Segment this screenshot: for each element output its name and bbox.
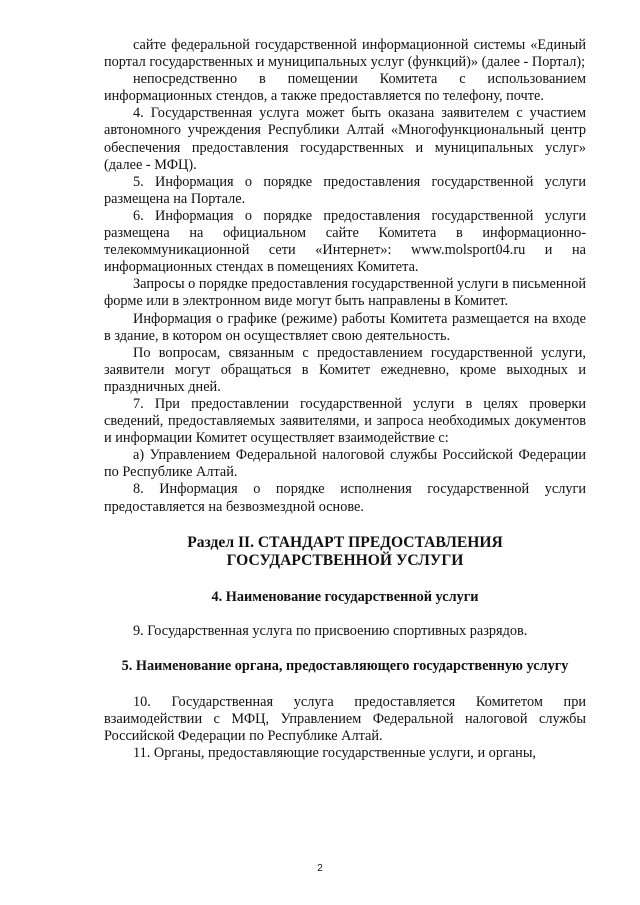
paragraph-7: 7. При предоставлении государственной услуги в целях проверки сведений, предоставляемых заявителями, и запроса необходимых документов и информации Комитет осуществляет взаимодействие с:: [104, 395, 586, 447]
paragraph-5: 5. Информация о порядке предоставления государственной услуги размещена на Портале.: [104, 173, 586, 207]
paragraph-11: 11. Органы, предоставляющие государственные услуги, и органы,: [133, 745, 537, 761]
paragraph-6: 6. Информация о порядке предоставления государственной услуги размещена на официальном сайте Комитета в информационно-телекоммуникационной сети «Интернет»: www.molsport04.ru и на информационных стендах в помещениях Комитета.: [104, 207, 586, 276]
subsection-4-title: 4. Наименование государственной услуги: [211, 588, 479, 605]
section-title: Раздел II. СТАНДАРТ ПРЕДОСТАВЛЕНИЯ ГОСУДАРСТВЕННОЙ УСЛУГИ: [187, 533, 503, 569]
paragraph-portal: сайте федеральной государственной информационной системы «Единый портал государственных и муниципальных услуг (функций)» (далее - Портал);: [104, 37, 586, 71]
paragraph-4: 4. Государственная услуга может быть оказана заявителем с участием автономного учреждения Республики Алтай «Многофункциональный центр обеспечения предоставления государственных и муниципальных услуг» (далее - МФЦ).: [104, 105, 586, 173]
document-page: [104, 37, 586, 762]
paragraph-stands: непосредственно в помещении Комитета с использованием информационных стендов, а также предоставляется по телефону, почте.: [104, 71, 586, 105]
paragraph-10: 10. Государственная услуга предоставляется Комитетом при взаимодействии с МФЦ, Управлением Федеральной налоговой службы Российской Федерации по Республике Алтай.: [104, 693, 586, 744]
subsection-5-title: 5. Наименование органа, предоставляющего государственную услугу: [121, 658, 569, 675]
paragraph-schedule: Информация о графике (режиме) работы Комитета размещается на входе в здание, в котором он осуществляет свою деятельность.: [104, 310, 586, 344]
page-number: 2: [317, 863, 323, 874]
paragraph-7a: а) Управлением Федеральной налоговой службы Российской Федерации по Республике Алтай.: [104, 447, 586, 481]
paragraph-requests: Запросы о порядке предоставления государственной услуги в письменной форме или в электронном виде могут быть направлены в Комитет.: [104, 276, 586, 310]
paragraph-8: 8. Информация о порядке исполнения государственной услуги предоставляется на безвозмездной основе.: [104, 481, 586, 515]
paragraph-9: 9. Государственная услуга по присвоению спортивных разрядов.: [133, 623, 528, 640]
paragraph-questions: По вопросам, связанным с предоставлением государственной услуги, заявители могут обращаться в Комитет ежедневно, кроме выходных и праздничных дней.: [104, 344, 586, 395]
